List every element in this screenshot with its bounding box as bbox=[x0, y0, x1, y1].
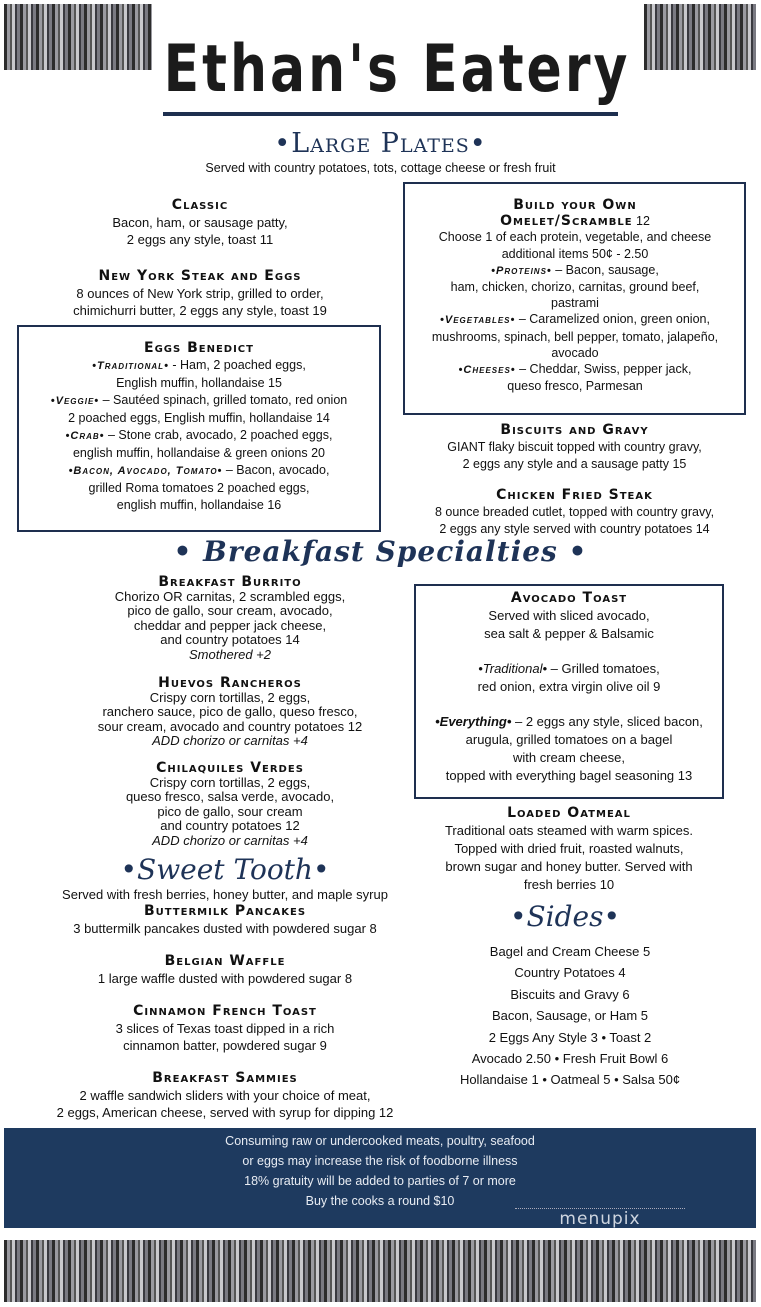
menu-item-classic bbox=[20, 197, 380, 248]
list-item: Country Potatoes 4 bbox=[514, 965, 626, 981]
option-tag: •Crab• bbox=[65, 430, 105, 442]
item-desc: 2 poached eggs, English muffin, hollandaise 14 bbox=[68, 411, 330, 425]
item-desc: and country potatoes 12 bbox=[160, 818, 300, 834]
item-name: Build your Own bbox=[513, 197, 637, 213]
large-plates-subtitle: Served with country potatoes, tots, cottage cheese or fresh fruit bbox=[205, 161, 556, 175]
item-desc: english muffin, hollandaise 16 bbox=[116, 498, 282, 512]
item-desc: sour cream, avocado and country potatoes 12 bbox=[97, 718, 363, 734]
item-desc: additional items 50¢ - 2.50 bbox=[501, 246, 649, 261]
item-desc: Choose 1 of each protein, vegetable, and cheese bbox=[438, 230, 712, 245]
item-name: New York Steak and Eggs bbox=[98, 268, 302, 284]
item-desc: with cream cheese, bbox=[513, 750, 625, 765]
sides-heading: •Sides• bbox=[509, 900, 621, 933]
option-tag: •Proteins• bbox=[491, 264, 552, 277]
list-item: Bagel and Cream Cheese 5 bbox=[489, 944, 651, 959]
item-desc: and country potatoes 14 bbox=[160, 632, 300, 648]
list-item: Hollandaise 1 • Oatmeal 5 • Salsa 50¢ bbox=[459, 1072, 681, 1088]
list-item: Bacon, Sausage, or Ham 5 bbox=[491, 1008, 649, 1024]
title-underline bbox=[163, 112, 618, 116]
stripe-decoration-top-right bbox=[644, 4, 756, 70]
menu-item-chicken-fried-steak bbox=[403, 487, 746, 538]
item-desc: - Ham, 2 poached eggs, bbox=[168, 358, 306, 372]
sweet-tooth-heading: •Sweet Tooth• bbox=[120, 853, 330, 886]
option-tag: •Bacon, Avocado, Tomato• bbox=[68, 465, 223, 477]
menu-item-avocado-toast bbox=[417, 589, 721, 785]
list-item: Biscuits and Gravy 6 bbox=[510, 986, 630, 1002]
item-desc: Crispy corn tortillas, 2 eggs, bbox=[149, 774, 311, 790]
item-name: Omelet/Scramble bbox=[500, 213, 633, 230]
item-desc: 2 eggs, American cheese, served with syrup for dipping 12 bbox=[56, 1105, 394, 1120]
menu-item-eggs-benedict bbox=[20, 340, 378, 514]
item-desc: English muffin, hollandaise 15 bbox=[116, 376, 282, 390]
item-desc: Topped with dried fruit, roasted walnuts, bbox=[454, 841, 684, 856]
item-desc: queso fresco, salsa verde, avocado, bbox=[125, 789, 335, 805]
item-desc: – Bacon, sausage, bbox=[551, 262, 659, 277]
sides-list bbox=[425, 941, 715, 1091]
item-desc: 1 large waffle dusted with powdered sugar 8 bbox=[97, 971, 353, 986]
footer-line: or eggs may increase the risk of foodborne illness bbox=[242, 1154, 518, 1168]
menu-item-ny-steak bbox=[20, 268, 380, 319]
item-desc: Traditional oats steamed with warm spices. bbox=[444, 823, 694, 838]
menu-item-loaded-oatmeal bbox=[414, 804, 724, 894]
item-name: Belgian Waffle bbox=[164, 953, 286, 969]
item-name: Buttermilk Pancakes bbox=[143, 903, 307, 919]
item-desc: – 2 eggs any style, sliced bacon, bbox=[511, 714, 703, 729]
item-desc: – Caramelized onion, green onion, bbox=[515, 312, 710, 327]
footer-line: 18% gratuity will be added to parties of 7 or more bbox=[244, 1174, 516, 1188]
item-desc: 3 buttermilk pancakes dusted with powdered sugar 8 bbox=[73, 921, 377, 936]
item-name: Chicken Fried Steak bbox=[496, 487, 653, 503]
menu-item-omelet bbox=[408, 197, 742, 394]
menu-item-breakfast-sammies bbox=[20, 1070, 430, 1121]
item-desc: sea salt & pepper & Balsamic bbox=[484, 626, 654, 641]
item-desc: 8 ounces of New York strip, grilled to order, bbox=[76, 286, 324, 301]
item-desc: pico de gallo, sour cream bbox=[157, 803, 303, 819]
item-name: Breakfast Sammies bbox=[152, 1070, 298, 1086]
menu-item-chilaquiles bbox=[20, 761, 440, 849]
item-desc: Crispy corn tortillas, 2 eggs, bbox=[149, 689, 311, 705]
list-item: 2 Eggs Any Style 3 • Toast 2 bbox=[488, 1029, 652, 1045]
item-desc: topped with everything bagel seasoning 13 bbox=[445, 768, 693, 783]
option-tag: •Everything• bbox=[435, 714, 512, 729]
large-plates-heading: •Large Plates• bbox=[274, 128, 487, 159]
restaurant-title: Ethan's Eatery bbox=[163, 32, 631, 107]
item-name: Biscuits and Gravy bbox=[500, 422, 649, 438]
item-name: Breakfast Burrito bbox=[158, 574, 302, 590]
menu-item-belgian-waffle bbox=[20, 953, 430, 987]
stripe-decoration-top-left bbox=[4, 4, 152, 70]
item-desc: ranchero sauce, pico de gallo, queso fresco, bbox=[102, 704, 358, 720]
item-desc: 2 eggs any style, toast 11 bbox=[126, 232, 274, 247]
menu-item-pancakes bbox=[20, 903, 430, 937]
item-desc: GIANT flaky biscuit topped with country gravy, bbox=[447, 440, 702, 454]
item-desc: red onion, extra virgin olive oil 9 bbox=[477, 679, 661, 694]
item-addon: ADD chorizo or carnitas +4 bbox=[152, 733, 308, 749]
item-desc: cinnamon batter, powdered sugar 9 bbox=[123, 1038, 327, 1053]
item-desc: arugula, grilled tomatoes on a bagel bbox=[465, 732, 673, 747]
item-desc: 2 eggs any style and a sausage patty 15 bbox=[462, 457, 687, 471]
item-desc: 8 ounce breaded cutlet, topped with country gravy, bbox=[434, 505, 715, 519]
menu-item-french-toast bbox=[20, 1003, 430, 1054]
sweet-tooth-subtitle: Served with fresh berries, honey butter, and maple syrup bbox=[62, 887, 388, 902]
item-desc: – Bacon, avocado, bbox=[222, 463, 330, 477]
item-desc: grilled Roma tomatoes 2 poached eggs, bbox=[88, 481, 310, 495]
item-desc: 2 waffle sandwich sliders with your choice of meat, bbox=[79, 1088, 371, 1103]
stripe-decoration-bottom bbox=[4, 1240, 756, 1302]
item-desc: – Cheddar, Swiss, pepper jack, bbox=[515, 362, 692, 377]
item-name: Huevos Rancheros bbox=[158, 675, 302, 691]
item-name: Chilaquiles Verdes bbox=[156, 760, 304, 776]
menu-item-breakfast-burrito bbox=[20, 575, 440, 663]
item-desc: Chorizo OR carnitas, 2 scrambled eggs, bbox=[114, 588, 346, 604]
item-desc: chimichurri butter, 2 eggs any style, toast 19 bbox=[73, 303, 327, 318]
item-desc: queso fresco, Parmesan bbox=[507, 379, 643, 394]
footer-line: Consuming raw or undercooked meats, poultry, seafood bbox=[225, 1134, 535, 1148]
option-tag: •Cheeses• bbox=[458, 364, 516, 377]
item-desc: Served with sliced avocado, bbox=[488, 608, 650, 623]
item-desc: 2 eggs any style served with country potatoes 14 bbox=[439, 522, 710, 536]
item-desc: mushrooms, spinach, bell pepper, tomato, jalapeño, bbox=[431, 329, 719, 344]
breakfast-specialties-heading: • Breakfast Specialties • bbox=[173, 535, 588, 568]
menupix-watermark: menupix bbox=[515, 1208, 685, 1229]
item-desc: cheddar and pepper jack cheese, bbox=[133, 617, 327, 633]
item-desc: avocado bbox=[551, 345, 599, 360]
item-price: 12 bbox=[632, 214, 650, 229]
menu-item-huevos-rancheros bbox=[20, 676, 440, 749]
item-desc: Bacon, ham, or sausage patty, bbox=[112, 215, 288, 230]
item-desc: brown sugar and honey butter. Served with bbox=[445, 859, 693, 874]
item-desc: pico de gallo, sour cream, avocado, bbox=[127, 603, 333, 619]
item-addon: ADD chorizo or carnitas +4 bbox=[152, 832, 308, 848]
item-name: Avocado Toast bbox=[510, 590, 628, 606]
item-desc: – Grilled tomatoes, bbox=[547, 661, 660, 676]
item-name: Eggs Benedict bbox=[144, 340, 254, 356]
option-tag: •Vegetables• bbox=[440, 314, 516, 327]
item-desc: english muffin, hollandaise & green onions 20 bbox=[72, 446, 326, 460]
option-tag: •Traditional• bbox=[478, 661, 548, 676]
option-tag: •Veggie• bbox=[50, 395, 100, 407]
footer-line: Buy the cooks a round $10 bbox=[305, 1194, 455, 1208]
item-desc: – Stone crab, avocado, 2 poached eggs, bbox=[104, 428, 333, 442]
item-name: Cinnamon French Toast bbox=[133, 1003, 317, 1019]
list-item: Avocado 2.50 • Fresh Fruit Bowl 6 bbox=[471, 1051, 669, 1067]
item-desc: 3 slices of Texas toast dipped in a rich bbox=[115, 1021, 335, 1036]
item-desc: ham, chicken, chorizo, carnitas, ground beef, bbox=[450, 280, 700, 295]
item-name: Loaded Oatmeal bbox=[507, 805, 631, 821]
item-name: Classic bbox=[171, 197, 229, 213]
menu-item-biscuits-gravy bbox=[403, 422, 746, 473]
option-tag: •Traditional• bbox=[92, 360, 169, 372]
item-addon: Smothered +2 bbox=[188, 646, 272, 662]
item-desc: – Sautéed spinach, grilled tomato, red onion bbox=[99, 393, 348, 407]
item-desc: pastrami bbox=[551, 296, 599, 311]
item-desc: fresh berries 10 bbox=[523, 877, 615, 892]
